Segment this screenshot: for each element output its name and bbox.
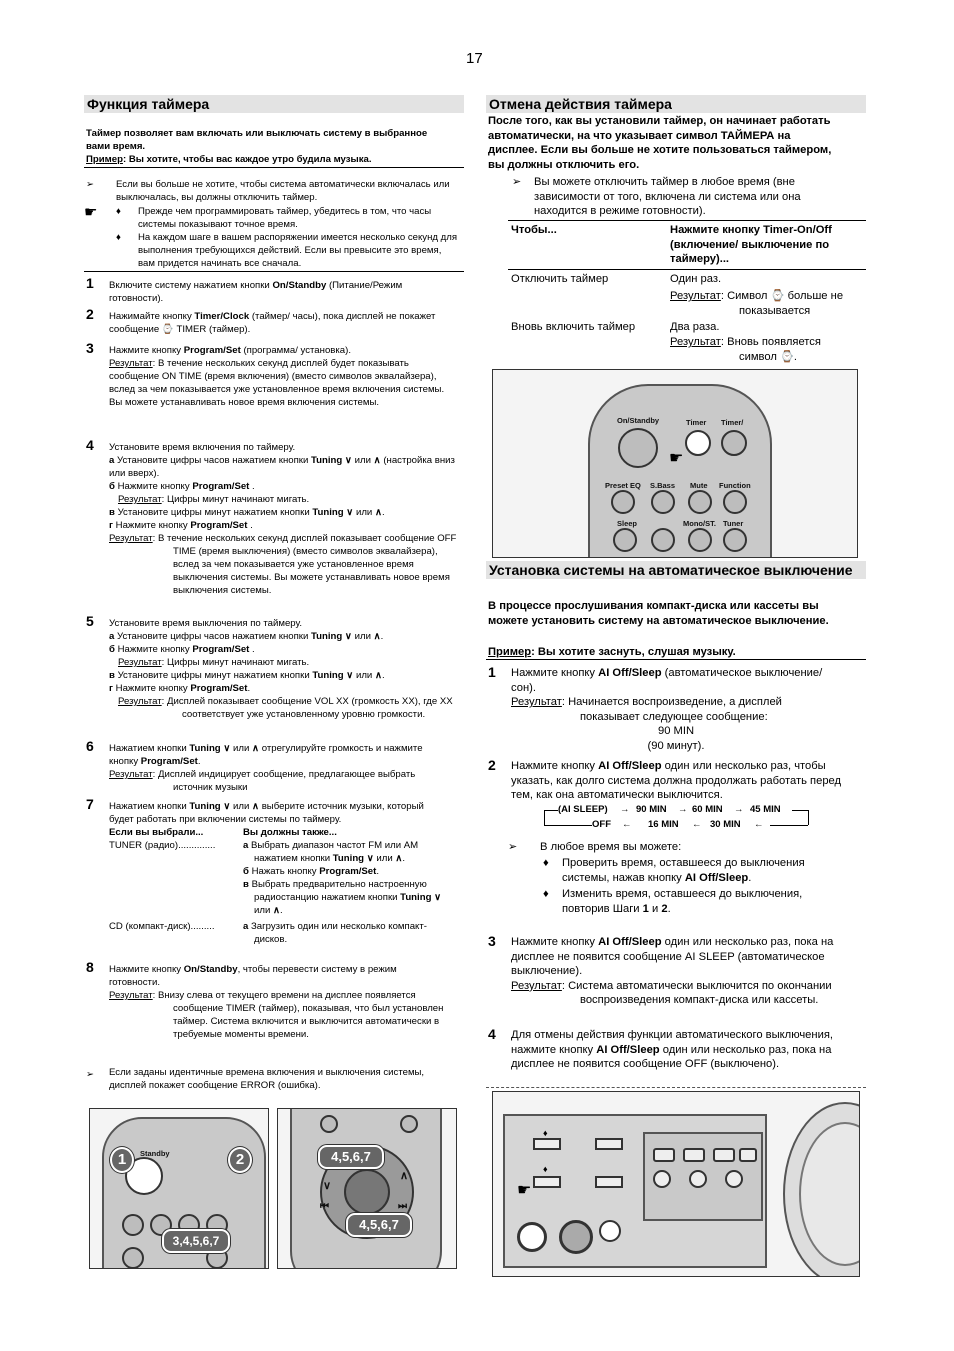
callout-step-2: 2 [228,1147,252,1173]
deck-knob [653,1170,671,1188]
callout-steps-4-7-bottom: 4,5,6,7 [346,1213,412,1237]
next-track-icon: ⏭ [398,1201,407,1212]
timer-button [685,430,711,456]
step-number: 6 [86,738,94,754]
step-7-text: Нажатием кнопки Tuning ∨ или ∧ выберите источник музыки, который будет работать при включении системы по таймеру. [109,801,424,825]
step-8-text: Нажмите кнопку On/Standby, чтобы перевести систему в режим готовности. Результат: Внизу слева от текущего времени на дисплее появляется сообщение TIMER (таймер), показывая, что был установлен таймер. Система включится и выключится автоматически в требуемые моменты времени. [109,964,444,1040]
auto-off-step-4: Для отмены действия функции автоматического выключения, нажмите кнопку AI Off/Sleep один или несколько раз, пока на дисплее не появится сообщение OFF (выключено). [511,1029,833,1071]
deck-knob [689,1170,707,1188]
row-disable-count: Один раз. [670,273,722,285]
sleep-button [613,528,637,552]
arrow-icon: ← [622,819,632,830]
arrow-note-icon: ➢ [86,1069,95,1080]
page-number: 17 [466,50,483,67]
display-90-min: 90 MIN [657,725,695,738]
note-error: Если заданы идентичные времена включения и выключения системы, дисплей покажет сообщение ERROR (ошибка). [109,1067,425,1091]
aux-jack [559,1220,593,1254]
divider [84,271,464,272]
timer-label: Timer [686,418,707,427]
callout-step-1: 1 [110,1147,134,1173]
mute-button [688,490,712,514]
preset-eq-button [611,490,635,514]
row-enable-result: Результат: Вновь появляется символ ⌚. [670,336,821,363]
step-3-result: Результат: В течение нескольких секунд дисплей будет показывать сообщение ON TIME (время включения) (вместо символов эквалайзера), вслед за чем показывается уже установленное время включения системы. Вы можете устанавливать новое время включения системы. [109,358,445,408]
mono-button [688,528,712,552]
sequence-line [808,810,809,825]
tuning-up-label: ∧ [400,1170,409,1182]
arrow-icon: ← [692,819,702,830]
auto-off-intro: В процессе прослушивания компакт-диска или кассеты вы можете установить систему на автоматическое выключение. [488,600,829,627]
step-4-text: Установите время включения по таймеру. а Установите цифры часов нажатием кнопки Tuning ∨ или ∧ (настройка вниз или вверх). б Нажмите кнопку Program/Set . Результат: Цифры минут начинают мигать. в Установите цифры минут нажатием кнопки Tuning ∨ или ∧. г Нажмите кнопку Program/Set . Результат: В течение нескольких секунд дисплей показывает сообщение OFF TIME (время выключения) (вместо символов эквалайзера), вслед за чем показывается уже установленное время выключения системы. Вы можете устанавливать новое время выключения системы. [109,442,457,596]
deck-button [653,1148,675,1162]
row-enable-count: Два раза. [670,321,720,333]
deck-knob [725,1170,743,1188]
step-number: 7 [86,796,94,812]
cancel-timer-note: Вы можете отключить таймер в любое время (вне зависимости от того, включена ли система или она находится в режиме готовности). [534,176,801,218]
step-number: 8 [86,959,94,975]
callout-steps-3-7: 3,4,5,6,7 [162,1229,230,1253]
seq-off: OFF [592,819,611,830]
step-2-text: Нажимайте кнопку Timer/Clock (таймер/ часы), пока дисплей не покажет сообщение ⌚ TIMER (таймер). [109,311,436,335]
table-head-1: Чтобы... [511,224,557,236]
remote-image-dpad [277,1108,457,1269]
table-head-2: Нажмите кнопку Timer-On/Off (включение/ выключение по таймеру)... [670,224,832,266]
function-button [723,490,747,514]
diamond-bullet-icon: ♦ [543,1128,548,1138]
small-knob [599,1220,621,1242]
heading-cancel-timer: Отмена действия таймера [486,95,866,113]
seq-ai-sleep: (AI SLEEP) [558,804,608,815]
seq-60-min: 60 MIN [692,804,723,815]
seq-45-min: 45 MIN [750,804,781,815]
col-head-should: Вы должны также... [243,827,337,838]
tuner-label: Tuner [723,519,744,528]
sleep-label: Sleep [617,519,638,528]
on-standby-button [618,428,658,468]
bullet-check-time: Проверить время, оставшееся до выключения системы, нажав кнопку AI Off/Sleep. [562,857,805,884]
ai-off-sleep-button [533,1176,561,1188]
remote-button [651,528,675,552]
diamond-bullet-icon: ♦ [116,206,121,217]
sequence-line [792,810,808,811]
divider [508,220,866,221]
step-number: 3 [86,340,94,356]
tuner-actions: а Выбрать диапазон частот FM или AM нажатием кнопки Tuning ∨ или ∧. б Нажать кнопку Program/Set. в Выбрать предварительно настроенную радиостанцию нажатием кнопки Tuning ∨ или ∧. [243,840,442,916]
arrow-icon: ← [754,819,764,830]
bullet-clock: Прежде чем программировать таймер, убедитесь в том, что часы системы показывают точное время. [138,206,432,230]
tuner-button [723,528,747,552]
bullet-change-time: Изменить время, оставшееся до выключения, повторив Шаги 1 и 2. [562,888,803,915]
diamond-bullet-icon: ♦ [116,232,121,243]
any-time-text: В любое время вы можете: [540,841,682,853]
auto-off-step-3: Нажмите кнопку AI Off/Sleep один или несколько раз, пока на дисплее не появится сообщение AI SLEEP (автоматическое выключение). Результат: Система автоматически выключится по окончании воспроизведения компакт-диска или кассеты. [511,936,834,1007]
hand-pointer-icon: ☛ [84,204,98,221]
seq-30-min: 30 MIN [710,819,741,830]
example-line: Пример: Вы хотите, чтобы вас каждое утро будила музыка. [86,154,372,165]
hand-pointer-icon: ☛ [669,450,684,467]
col-head-selected: Если вы выбрали... [109,827,204,838]
play-button [400,1115,418,1133]
step-3-text: Нажмите кнопку Program/Set (программа/ установка). [109,345,351,356]
source-cd: CD (компакт-диск)......... [109,921,215,932]
diamond-bullet-icon: ♦ [543,1164,548,1174]
arrow-note-icon: ➢ [512,176,522,188]
step-number: 2 [488,757,496,773]
deck-button [739,1148,757,1162]
step-number: 1 [488,664,496,680]
step-6-text: Нажатием кнопки Tuning ∨ или ∧ отрегулируйте громкость и нажмите кнопку Program/Set. Результат: Дисплей индицирует сообщение, предлагающее выбрать источник музыки [109,743,423,793]
sbass-button [651,490,675,514]
step-number: 4 [86,437,94,453]
divider [508,269,866,270]
tuning-down-label: ∨ [323,1180,332,1192]
dpad-center [344,1169,390,1215]
divider [84,167,464,168]
remote-button [122,1247,144,1269]
panel-button [595,1176,623,1188]
arrow-icon: → [678,804,688,815]
heading-auto-off: Установка системы на автоматическое выключение [486,561,866,579]
diamond-bullet-icon: ♦ [543,888,549,900]
divider [486,659,866,660]
seq-90-min: 90 MIN [636,804,667,815]
panel-button [595,1138,623,1150]
source-tuner: TUNER (радио).............. [109,840,216,851]
timer-onoff-button [721,430,747,456]
arrow-note-icon: ➢ [508,841,518,853]
arrow-icon: → [620,804,630,815]
step-number: 2 [86,306,94,322]
remote-image-timer [492,369,858,558]
step-5-text: Установите время выключения по таймеру. а Установите цифры часов нажатием кнопки Tuning ∨ или ∧. б Нажмите кнопку Program/Set . Результат: Цифры минут начинают мигать. в Установите цифры минут нажатием кнопки Tuning ∨ или ∧. г Нажмите кнопку Program/Set. Результат: Дисплей показывает сообщение VOL XX (громкость XX), где XX соответствует уже установленному уровню громкости. [109,618,453,720]
mute-label: Mute [690,481,708,490]
auto-off-step-1: Нажмите кнопку AI Off/Sleep (автоматическое выключение/ сон). Результат: Начинается воспроизведение, а дисплей показывает следующее сообщение: 90 MIN (90 минут). [511,666,841,754]
step-number: 1 [86,275,94,291]
remote-button [122,1214,144,1236]
headphone-jack [517,1222,547,1252]
main-unit-image [492,1091,860,1277]
sequence-line [544,810,545,825]
deck-button [713,1148,735,1162]
cancel-timer-intro: После того, как вы установили таймер, он начинает работать автоматически, на что указывает символ ТАЙМЕРА на дисплее. Если вы больше не хотите пользоваться таймером, вы должны отключить его. [488,115,832,171]
panel-button [533,1138,561,1150]
step-number: 4 [488,1026,496,1042]
divider [486,1087,866,1088]
step-number: 3 [488,933,496,949]
sequence-line [770,825,808,826]
row-disable-result: Результат: Символ ⌚ больше не показывается [670,290,844,317]
stop-button [320,1115,338,1133]
prev-track-icon: ⏮ [320,1201,329,1212]
row-enable-timer: Вновь включить таймер [511,321,636,333]
timer-onoff-label: Timer/ [721,418,744,427]
hand-pointer-icon: ☛ [517,1182,532,1199]
remote-image-standby [89,1108,269,1269]
step-number: 5 [86,613,94,629]
diamond-bullet-icon: ♦ [543,857,549,869]
intro-text: Таймер позволяет вам включать или выключать систему в выбранное вами время. [86,128,428,152]
function-label: Function [719,481,751,490]
standby-label: Standby [140,1149,170,1158]
heading-timer-function: Функция таймера [84,95,464,113]
auto-off-step-2: Нажмите кнопку AI Off/Sleep один или несколько раз, чтобы указать, как долго система должна продолжать работать перед тем, как она автоматически выключится. [511,760,842,802]
seq-16-min: 16 MIN [648,819,679,830]
on-standby-label: On/Standby [617,416,660,425]
bullet-seconds: На каждом шаге в вашем распоряжении имеется несколько секунд для выполнения требующихся действий. Если вы превысите это время, вам придется начинать все сначала. [138,232,458,269]
preset-eq-label: Preset EQ [605,481,641,490]
display-90-min-ru: (90 минут). [647,739,705,752]
sequence-line [544,810,558,811]
mono-label: Mono/ST. [683,519,716,528]
deck-button [683,1148,705,1162]
note-disable-timer: Если вы больше не хотите, чтобы система автоматически включалась или выключалась, вы должны отключить таймер. [116,179,450,203]
cd-action: а Загрузить один или несколько компакт-дисков. [243,921,427,945]
sbass-label: S.Bass [650,481,676,490]
arrow-note-icon: ➢ [86,179,95,190]
arrow-icon: → [734,804,744,815]
auto-off-example: Пример: Вы хотите заснуть, слушая музыку. [488,646,736,658]
callout-steps-4-7: 4,5,6,7 [318,1145,384,1169]
sleep-sequence-diagram [540,804,815,832]
step-1-text: Включите систему нажатием кнопки On/Standby (Питание/Режим готовности). [109,280,403,304]
row-disable-timer: Отключить таймер [511,273,609,285]
sequence-line [544,825,592,826]
